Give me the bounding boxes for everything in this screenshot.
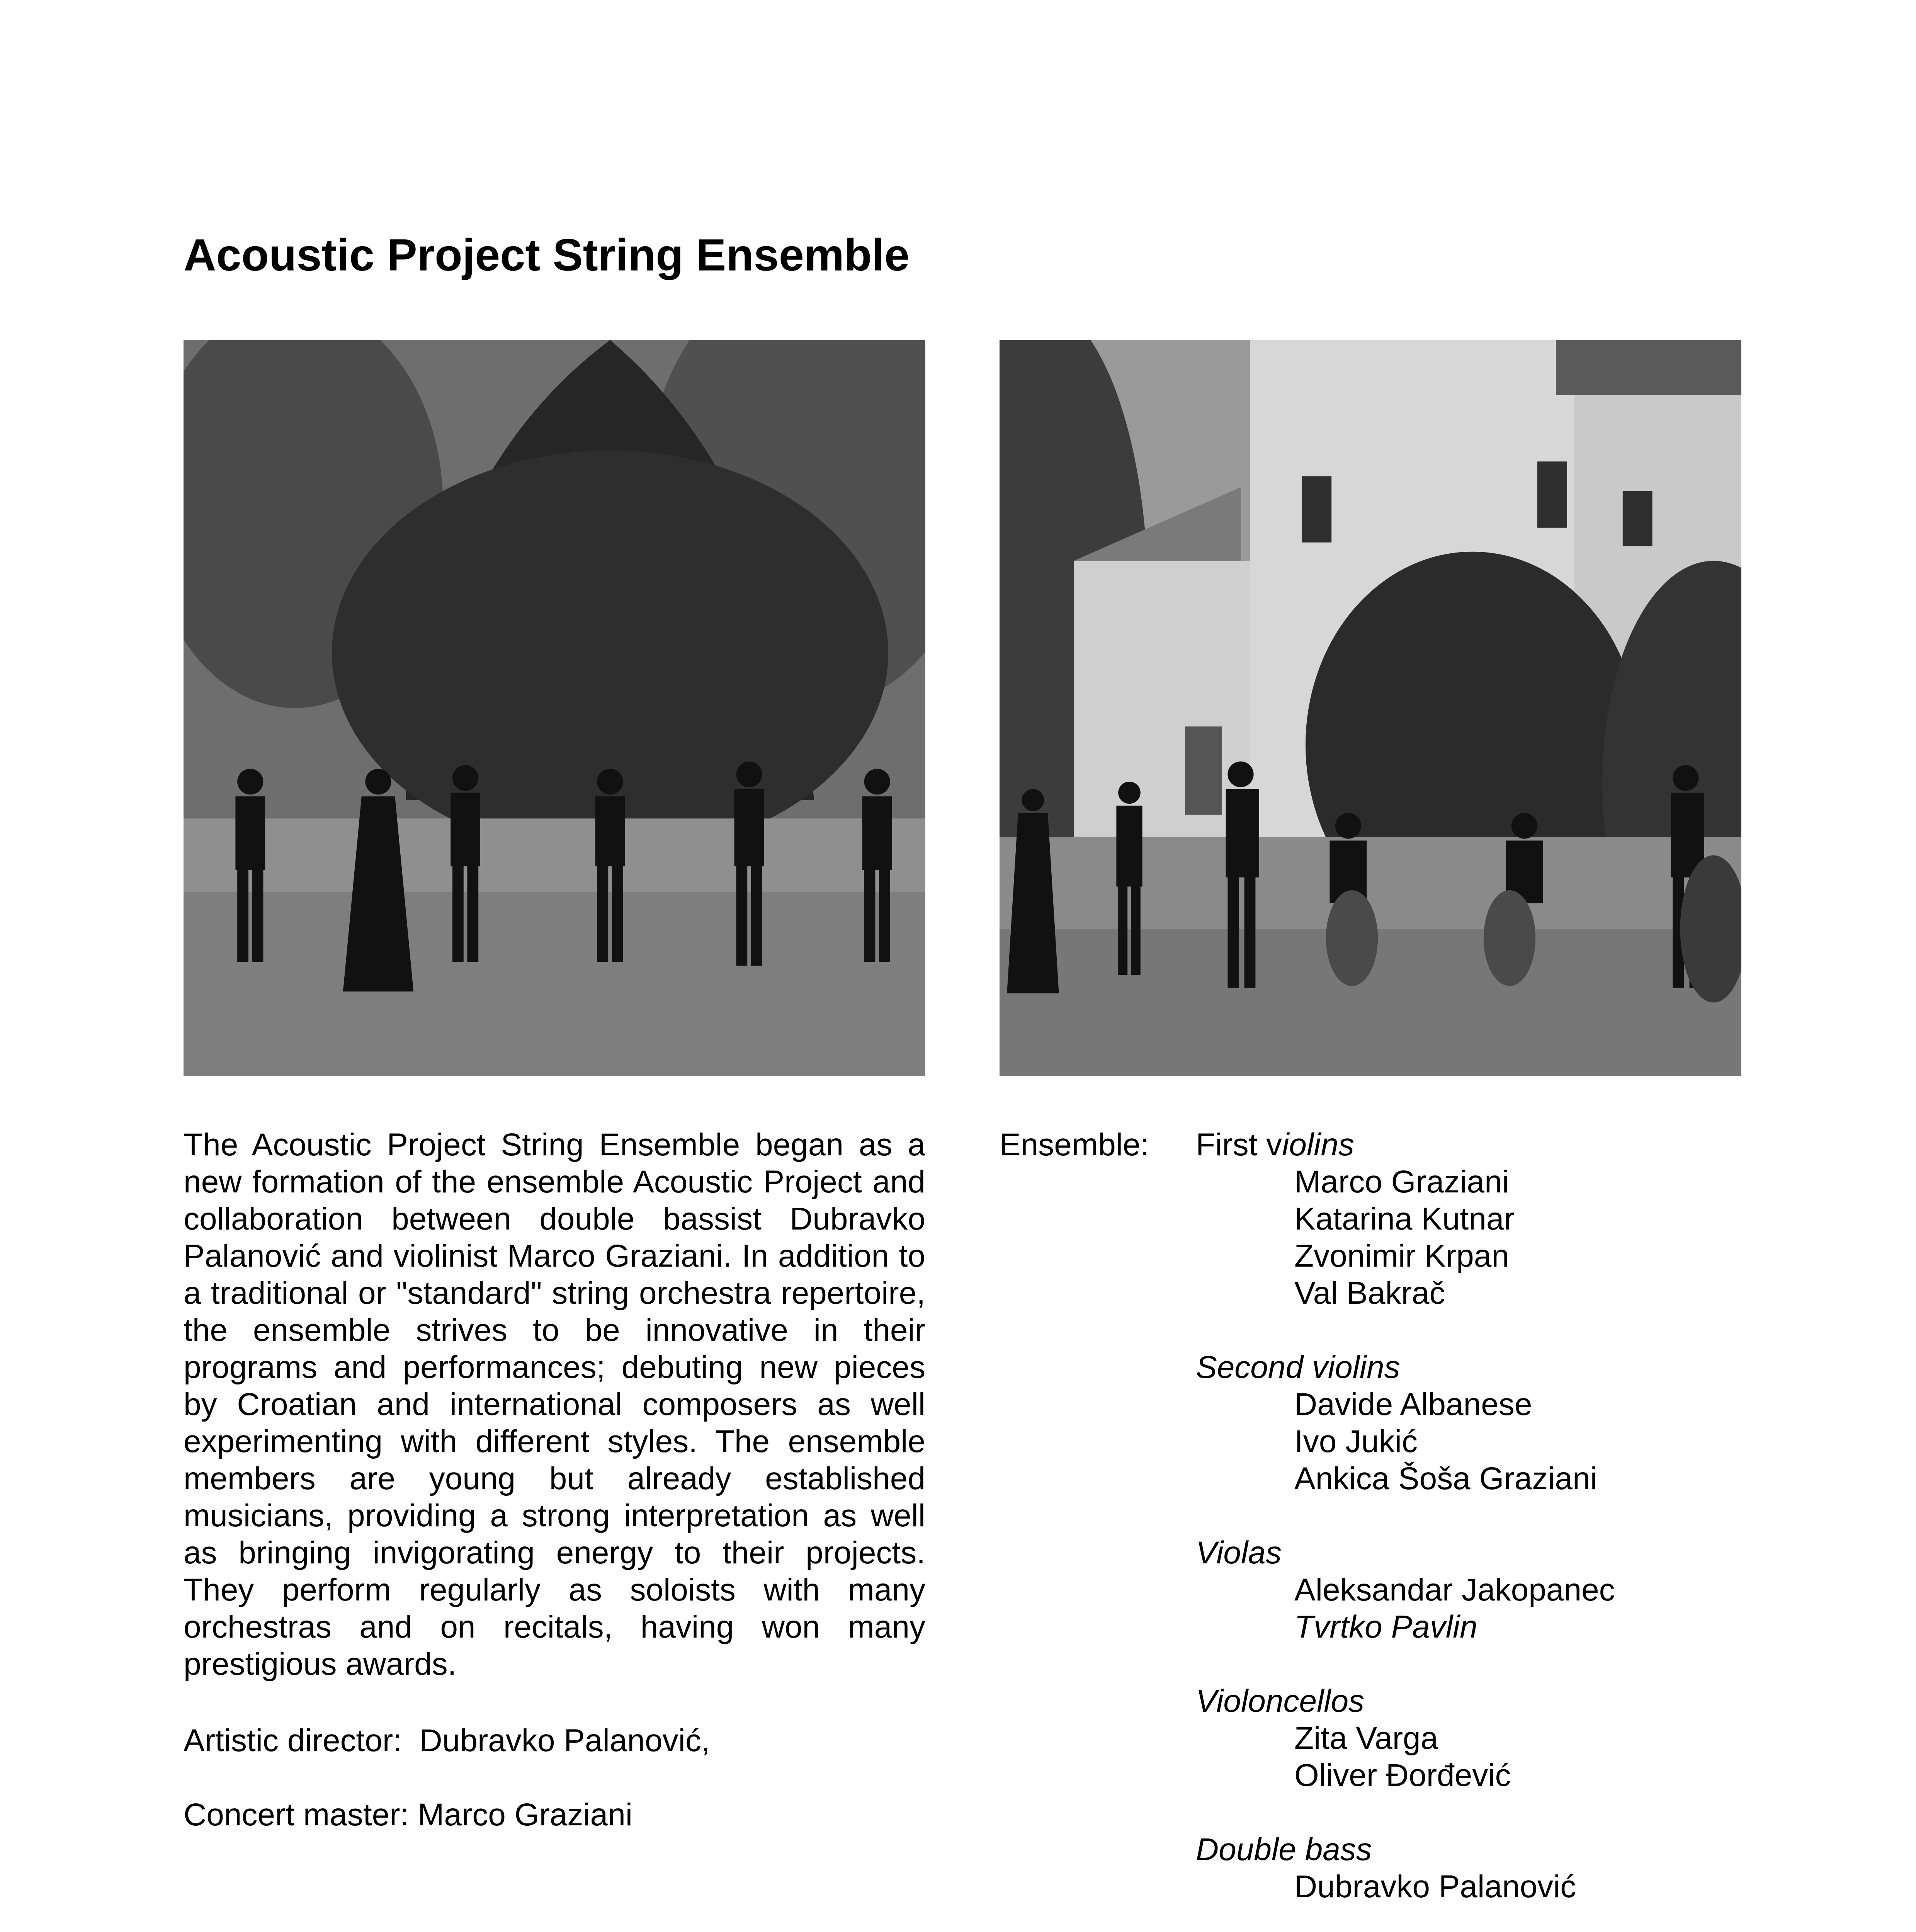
ensemble-in-park-photo (184, 340, 925, 1076)
section-title: Violas (1196, 1535, 1282, 1570)
section-title: First violins (1196, 1127, 1355, 1162)
concert-master: Concert master: Marco Graziani (184, 1797, 633, 1832)
section-violas (1196, 1534, 1891, 1646)
page-title: Acoustic Project String Ensemble (184, 230, 910, 280)
member-name: Tvrtko Pavlin (1294, 1609, 1477, 1645)
member-name: Dubravko Palanović (1294, 1869, 1576, 1904)
member-name: Zvonimir Krpan (1294, 1238, 1509, 1274)
member-name: Oliver Đorđević (1294, 1758, 1511, 1793)
member-name: Zita Varga (1294, 1721, 1438, 1756)
artistic-director: Artistic director: Dubravko Palanović, (184, 1723, 710, 1758)
member-name: Ivo Jukić (1294, 1424, 1418, 1459)
member-name: Aleksandar Jakopanec (1294, 1572, 1615, 1607)
ensemble-by-castle-photo (1000, 340, 1741, 1076)
member-name: Val Bakrač (1294, 1276, 1445, 1311)
section-violoncellos (1196, 1683, 1891, 1794)
intro-paragraph: The Acoustic Project String Ensemble began as a new formation of the ensemble Acoustic Project and collaboration between double bassist Dubravko Palanović and violinist Marco Graziani. In addition to a traditional or "standard" string orchestra repertoire, the ensemble strives to be innovative in their programs and performances; debuting new pieces by Croatian and international composers as well experimenting with different styles. The ensemble members are young but already established musicians, providing a strong interpretation as well as bringing invigorating energy to their projects. They perform regularly as soloists with many orchestras and on recitals, having won many prestigious awards. (184, 1127, 925, 1682)
section-title: Second violins (1196, 1350, 1400, 1385)
section-title: Double bass (1196, 1832, 1372, 1867)
member-name: Davide Albanese (1294, 1387, 1532, 1422)
member-name: Marco Graziani (1294, 1164, 1509, 1199)
section-title: Violoncellos (1196, 1684, 1365, 1719)
ensemble-list (1196, 1126, 1891, 1932)
member-name: Katarina Kutnar (1294, 1201, 1515, 1236)
section-double-bass (1196, 1831, 1891, 1905)
section-first-violins (1196, 1126, 1891, 1312)
member-name: Ankica Šoša Graziani (1294, 1461, 1597, 1496)
ensemble-label: Ensemble: (1000, 1127, 1149, 1162)
section-second-violins (1196, 1349, 1891, 1497)
